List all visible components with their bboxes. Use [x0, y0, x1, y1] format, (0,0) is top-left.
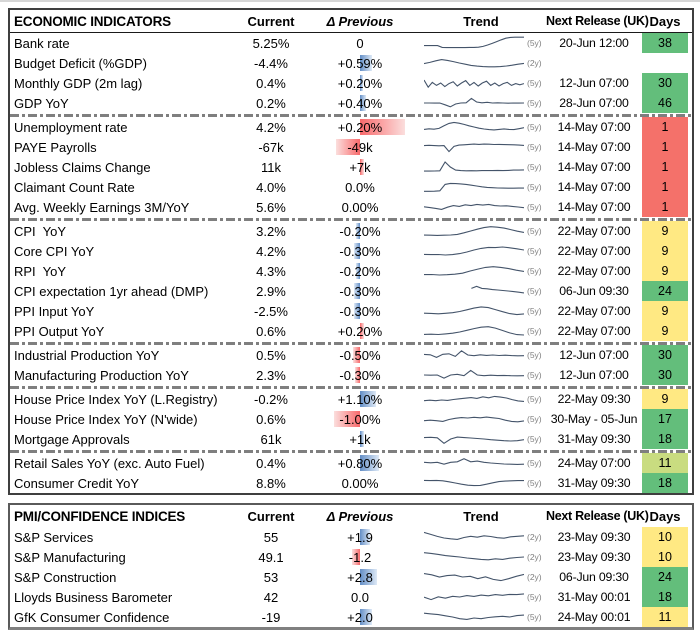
current-value: 5.25% [252, 35, 290, 51]
indicator-name: Core CPI YoY [14, 243, 95, 259]
trend-period-label: (5y) [527, 266, 542, 276]
delta-value: -0.30% [339, 283, 381, 299]
indicator-row [10, 177, 692, 197]
trend-period-label: (5y) [527, 286, 542, 296]
delta-previous-cell [304, 321, 416, 341]
indicator-row [10, 93, 692, 113]
indicator-name: Monthly GDP (2m lag) [14, 75, 143, 91]
trend-sparkline [416, 607, 546, 627]
sparkline-chart [424, 367, 524, 383]
trend-period-label: (5y) [527, 202, 542, 212]
trend-period-label: (5y) [527, 434, 542, 444]
next-release-date: 06-Jun 09:30 [559, 284, 629, 298]
indicator-row [10, 607, 692, 627]
sparkline-chart [424, 303, 524, 319]
current-value: -4.4% [254, 55, 288, 71]
days-badge: 1 [642, 117, 688, 137]
trend-sparkline [416, 157, 546, 177]
current-value: 0.2% [256, 95, 286, 111]
column-header-delta-previous: Δ Previous [326, 508, 394, 524]
delta-previous-cell [304, 453, 416, 473]
delta-value: +0.80% [337, 455, 383, 471]
trend-sparkline [416, 197, 546, 217]
delta-previous-cell [304, 221, 416, 241]
current-value: -19 [261, 609, 281, 625]
next-release-date: 14-May 07:00 [557, 120, 631, 134]
trend-period-label: (5y) [527, 478, 542, 488]
trend-period-label: (5y) [527, 612, 542, 622]
trend-sparkline [416, 321, 546, 341]
delta-previous-cell [304, 241, 416, 261]
next-release-date: 14-May 07:00 [557, 160, 631, 174]
trend-period-label: (5y) [527, 306, 542, 316]
column-header-next-release: Next Release (UK) [546, 509, 649, 523]
trend-sparkline [416, 137, 546, 157]
delta-previous-cell [304, 473, 416, 493]
trend-sparkline [416, 389, 546, 409]
indicator-name: S&P Manufacturing [14, 549, 126, 565]
current-value: 0.6% [256, 323, 286, 339]
indicator-name: Manufacturing Production YoY [14, 367, 189, 383]
next-release-date: 14-May 07:00 [557, 140, 631, 154]
days-badge: 18 [642, 587, 688, 607]
current-value: -2.5% [254, 303, 288, 319]
next-release-date: 31-May 00:01 [557, 590, 631, 604]
indicator-row [10, 473, 692, 493]
delta-value: +0.20% [337, 119, 383, 135]
next-release-date: 22-May 07:00 [557, 304, 631, 318]
delta-value: -0.20% [339, 263, 381, 279]
indicator-name: PPI Output YoY [14, 323, 105, 339]
indicator-name: S&P Construction [14, 569, 117, 585]
trend-period-label: (5y) [527, 350, 542, 360]
indicator-name: GfK Consumer Confidence [14, 609, 170, 625]
trend-period-label: (5y) [527, 458, 542, 468]
delta-previous-cell [304, 607, 416, 627]
trend-sparkline [416, 365, 546, 385]
sparkline-chart [424, 243, 524, 259]
delta-value: -49k [347, 139, 373, 155]
next-release-date: 31-May 09:30 [557, 476, 631, 490]
current-value: 0.6% [256, 411, 286, 427]
sparkline-chart [424, 475, 524, 491]
sparkline-chart [424, 179, 524, 195]
indicator-row [10, 409, 692, 429]
delta-previous-cell [304, 301, 416, 321]
next-release-date: 31-May 09:30 [557, 432, 631, 446]
days-badge: 1 [642, 177, 688, 197]
trend-sparkline [416, 473, 546, 493]
sparkline-chart [424, 411, 524, 427]
days-badge: 10 [642, 527, 688, 547]
delta-previous-cell [304, 197, 416, 217]
delta-previous-cell [304, 409, 416, 429]
delta-previous-cell [304, 527, 416, 547]
next-release-date: 14-May 07:00 [557, 180, 631, 194]
indicator-name: Lloyds Business Barometer [14, 589, 173, 605]
days-badge: 30 [642, 345, 688, 365]
trend-sparkline [416, 241, 546, 261]
sparkline-chart [424, 263, 524, 279]
trend-period-label: (5y) [527, 38, 542, 48]
indicator-row [10, 527, 692, 547]
indicator-row [10, 261, 692, 281]
sparkline-chart [424, 455, 524, 471]
delta-previous-cell [304, 587, 416, 607]
column-header-current: Current [247, 13, 295, 29]
current-value: 0.5% [256, 347, 286, 363]
indicator-name: GDP YoY [14, 95, 69, 111]
current-value: 2.9% [256, 283, 286, 299]
indicator-name: Unemployment rate [14, 119, 128, 135]
column-header-delta-previous: Δ Previous [326, 13, 394, 29]
sparkline-chart [424, 223, 524, 239]
sparkline-chart [424, 283, 524, 299]
sparkline-chart [424, 529, 524, 545]
column-header-days: Days [649, 508, 681, 524]
sparkline-chart [424, 609, 524, 625]
current-value: 55 [263, 529, 279, 545]
sparkline-chart [424, 119, 524, 135]
indicator-name: PAYE Payrolls [14, 139, 97, 155]
next-release-date: 20-Jun 12:00 [559, 36, 629, 50]
indicator-row [10, 137, 692, 157]
sparkline-chart [424, 323, 524, 339]
column-header-next-release: Next Release (UK) [546, 14, 649, 28]
indicator-row [10, 587, 692, 607]
next-release-date: 22-May 07:00 [557, 324, 631, 338]
next-release-date: 14-May 07:00 [557, 200, 631, 214]
indicator-row [10, 53, 692, 73]
delta-previous-cell [304, 53, 416, 73]
next-release-date: 22-May 07:00 [557, 264, 631, 278]
column-header-current: Current [247, 508, 295, 524]
delta-previous-cell [304, 547, 416, 567]
indicator-row [10, 547, 692, 567]
next-release-date: 28-Jun 07:00 [559, 96, 629, 110]
indicator-row [10, 281, 692, 301]
next-release-date: 12-Jun 07:00 [559, 76, 629, 90]
delta-value: +1.9 [347, 529, 373, 545]
trend-sparkline [416, 261, 546, 281]
trend-period-label: (5y) [527, 326, 542, 336]
current-value: 0.4% [256, 75, 286, 91]
indicator-name: RPI YoY [14, 263, 67, 279]
next-release-date: 23-May 09:30 [557, 550, 631, 564]
next-release-date: 23-May 09:30 [557, 530, 631, 544]
indicator-name: PPI Input YoY [14, 303, 95, 319]
days-badge: 1 [642, 157, 688, 177]
indicator-name: Jobless Claims Change [14, 159, 151, 175]
days-badge: 24 [642, 281, 688, 301]
indicator-name: Industrial Production YoY [14, 347, 160, 363]
trend-sparkline [416, 345, 546, 365]
delta-value: -0.30% [339, 243, 381, 259]
days-badge: 38 [642, 33, 688, 53]
next-release-date: 12-Jun 07:00 [559, 348, 629, 362]
current-value: 42 [263, 589, 279, 605]
current-value: 53 [263, 569, 279, 585]
current-value: -0.2% [254, 391, 288, 407]
delta-previous-cell [304, 261, 416, 281]
trend-sparkline [416, 281, 546, 301]
delta-value: 0.00% [341, 475, 379, 491]
trend-sparkline [416, 527, 546, 547]
trend-sparkline [416, 117, 546, 137]
indicator-name: Retail Sales YoY (exc. Auto Fuel) [14, 455, 205, 471]
days-badge: 10 [642, 547, 688, 567]
column-header-trend: Trend [463, 13, 499, 29]
next-release-date [546, 53, 642, 73]
trend-period-label: (5y) [527, 162, 542, 172]
indicator-name: Budget Deficit (%GDP) [14, 55, 147, 71]
trend-period-label: (5y) [527, 370, 542, 380]
days-badge: 11 [642, 453, 688, 473]
trend-sparkline [416, 73, 546, 93]
days-badge: 9 [642, 389, 688, 409]
indicator-name: House Price Index YoY (N'wide) [14, 411, 198, 427]
days-badge: 1 [642, 137, 688, 157]
trend-period-label: (5y) [527, 592, 542, 602]
days-badge: 9 [642, 221, 688, 241]
table-body [10, 527, 692, 627]
days-badge: 9 [642, 321, 688, 341]
delta-previous-cell [304, 93, 416, 113]
delta-value: -0.30% [339, 367, 381, 383]
delta-value: 0 [356, 35, 364, 51]
delta-previous-cell [304, 73, 416, 93]
indicator-row [10, 117, 692, 137]
trend-period-label: (5y) [527, 78, 542, 88]
indicator-row [10, 567, 692, 587]
economic-indicators-table [8, 8, 694, 495]
current-value: 4.2% [256, 119, 286, 135]
indicator-row [10, 365, 692, 385]
sparkline-chart [424, 347, 524, 363]
current-value: 8.8% [256, 475, 286, 491]
sparkline-chart [424, 95, 524, 111]
sparkline-chart [424, 589, 524, 605]
trend-sparkline [416, 301, 546, 321]
days-badge: 9 [642, 261, 688, 281]
pmi-confidence-indices-table [8, 503, 694, 630]
sparkline-chart [424, 35, 524, 51]
days-badge [642, 53, 688, 73]
current-value: 49.1 [258, 549, 284, 565]
trend-period-label: (5y) [527, 182, 542, 192]
indicator-name: Consumer Credit YoY [14, 475, 140, 491]
indicator-row [10, 221, 692, 241]
indicator-name: Claimant Count Rate [14, 179, 135, 195]
delta-previous-cell [304, 33, 416, 53]
days-badge: 1 [642, 197, 688, 217]
days-badge: 9 [642, 301, 688, 321]
column-header-trend: Trend [463, 508, 499, 524]
days-badge: 9 [642, 241, 688, 261]
delta-value: +0.40% [337, 95, 383, 111]
sparkline-chart [424, 55, 524, 71]
column-header-days: Days [649, 13, 681, 29]
sparkline-chart [424, 549, 524, 565]
delta-value: -1.2 [348, 549, 372, 565]
delta-value: +2.0 [347, 609, 373, 625]
trend-sparkline [416, 177, 546, 197]
delta-value: -0.30% [339, 303, 381, 319]
next-release-date: 22-May 07:00 [557, 224, 631, 238]
indicator-name: S&P Services [14, 529, 94, 545]
current-value: 4.0% [256, 179, 286, 195]
delta-value: +7k [349, 159, 371, 175]
trend-period-label: (2y) [527, 532, 542, 542]
delta-value: +0.20% [337, 75, 383, 91]
next-release-date: 24-May 07:00 [557, 456, 631, 470]
sparkline-chart [424, 391, 524, 407]
trend-period-label: (5y) [527, 394, 542, 404]
delta-previous-cell [304, 429, 416, 449]
sparkline-chart [424, 139, 524, 155]
delta-previous-cell [304, 117, 416, 137]
sparkline-chart [424, 75, 524, 91]
trend-sparkline [416, 53, 546, 73]
trend-sparkline [416, 453, 546, 473]
sparkline-chart [424, 569, 524, 585]
delta-value: -0.20% [339, 223, 381, 239]
days-badge: 24 [642, 567, 688, 587]
delta-previous-cell [304, 389, 416, 409]
indicator-name: CPI YoY [14, 223, 67, 239]
days-badge: 30 [642, 73, 688, 93]
delta-previous-cell [304, 281, 416, 301]
top-gridline [0, 0, 700, 2]
indicator-row [10, 453, 692, 473]
delta-value: 0.0 [350, 589, 370, 605]
trend-period-label: (5y) [527, 142, 542, 152]
delta-value: -0.50% [339, 347, 381, 363]
days-badge: 18 [642, 473, 688, 493]
days-badge: 17 [642, 409, 688, 429]
delta-value: 0.00% [341, 199, 379, 215]
indicator-name: CPI expectation 1yr ahead (DMP) [14, 283, 209, 299]
table-title: PMI/CONFIDENCE INDICES [14, 508, 186, 524]
trend-period-label: (5y) [527, 226, 542, 236]
current-value: 4.3% [256, 263, 286, 279]
current-value: 5.6% [256, 199, 286, 215]
indicator-name: Avg. Weekly Earnings 3M/YoY [14, 199, 190, 215]
next-release-date: 30-May - 05-Jun [550, 412, 638, 426]
days-badge: 30 [642, 365, 688, 385]
trend-period-label: (5y) [527, 98, 542, 108]
sparkline-chart [424, 431, 524, 447]
delta-previous-cell [304, 345, 416, 365]
trend-period-label: (5y) [527, 414, 542, 424]
trend-period-label: (2y) [527, 552, 542, 562]
trend-sparkline [416, 409, 546, 429]
table-title: ECONOMIC INDICATORS [14, 13, 171, 29]
trend-sparkline [416, 547, 546, 567]
next-release-date: 22-May 07:00 [557, 244, 631, 258]
table-header [10, 505, 692, 527]
delta-previous-cell [304, 137, 416, 157]
indicator-row [10, 345, 692, 365]
delta-value: 0.0% [345, 179, 375, 195]
indicator-row [10, 321, 692, 341]
next-release-date: 24-May 00:01 [557, 610, 631, 624]
trend-sparkline [416, 93, 546, 113]
delta-value: +1k [349, 431, 371, 447]
trend-sparkline [416, 33, 546, 53]
delta-value: +2.8 [347, 569, 373, 585]
trend-sparkline [416, 221, 546, 241]
delta-previous-cell [304, 157, 416, 177]
current-value: 11k [261, 159, 281, 175]
indicator-row [10, 157, 692, 177]
trend-sparkline [416, 567, 546, 587]
indicator-row [10, 241, 692, 261]
sparkline-chart [424, 199, 524, 215]
next-release-date: 06-Jun 09:30 [559, 570, 629, 584]
indicator-row [10, 429, 692, 449]
indicator-name: Bank rate [14, 35, 70, 51]
sparkline-chart [424, 159, 524, 175]
table-body [10, 33, 692, 493]
trend-sparkline [416, 429, 546, 449]
days-badge: 18 [642, 429, 688, 449]
current-value: -67k [258, 139, 284, 155]
current-value: 0.4% [256, 455, 286, 471]
current-value: 4.2% [256, 243, 286, 259]
indicator-row [10, 301, 692, 321]
delta-value: +1.10% [337, 391, 383, 407]
current-value: 3.2% [256, 223, 286, 239]
next-release-date: 12-Jun 07:00 [559, 368, 629, 382]
delta-value: +0.59% [337, 55, 383, 71]
trend-sparkline [416, 587, 546, 607]
days-badge: 46 [642, 93, 688, 113]
table-header [10, 10, 692, 33]
trend-period-label: (5y) [527, 246, 542, 256]
delta-value: -1.00% [339, 411, 381, 427]
next-release-date: 22-May 09:30 [557, 392, 631, 406]
indicator-row [10, 197, 692, 217]
indicator-name: House Price Index YoY (L.Registry) [14, 391, 218, 407]
indicator-row [10, 73, 692, 93]
indicator-row [10, 33, 692, 53]
indicator-row [10, 389, 692, 409]
delta-previous-cell [304, 365, 416, 385]
delta-value: +0.20% [337, 323, 383, 339]
delta-previous-cell [304, 567, 416, 587]
delta-previous-cell [304, 177, 416, 197]
trend-period-label: (2y) [527, 572, 542, 582]
indicator-name: Mortgage Approvals [14, 431, 130, 447]
trend-period-label: (2y) [527, 58, 542, 68]
current-value: 2.3% [256, 367, 286, 383]
trend-period-label: (5y) [527, 122, 542, 132]
days-badge: 11 [642, 607, 688, 627]
current-value: 61k [260, 431, 282, 447]
